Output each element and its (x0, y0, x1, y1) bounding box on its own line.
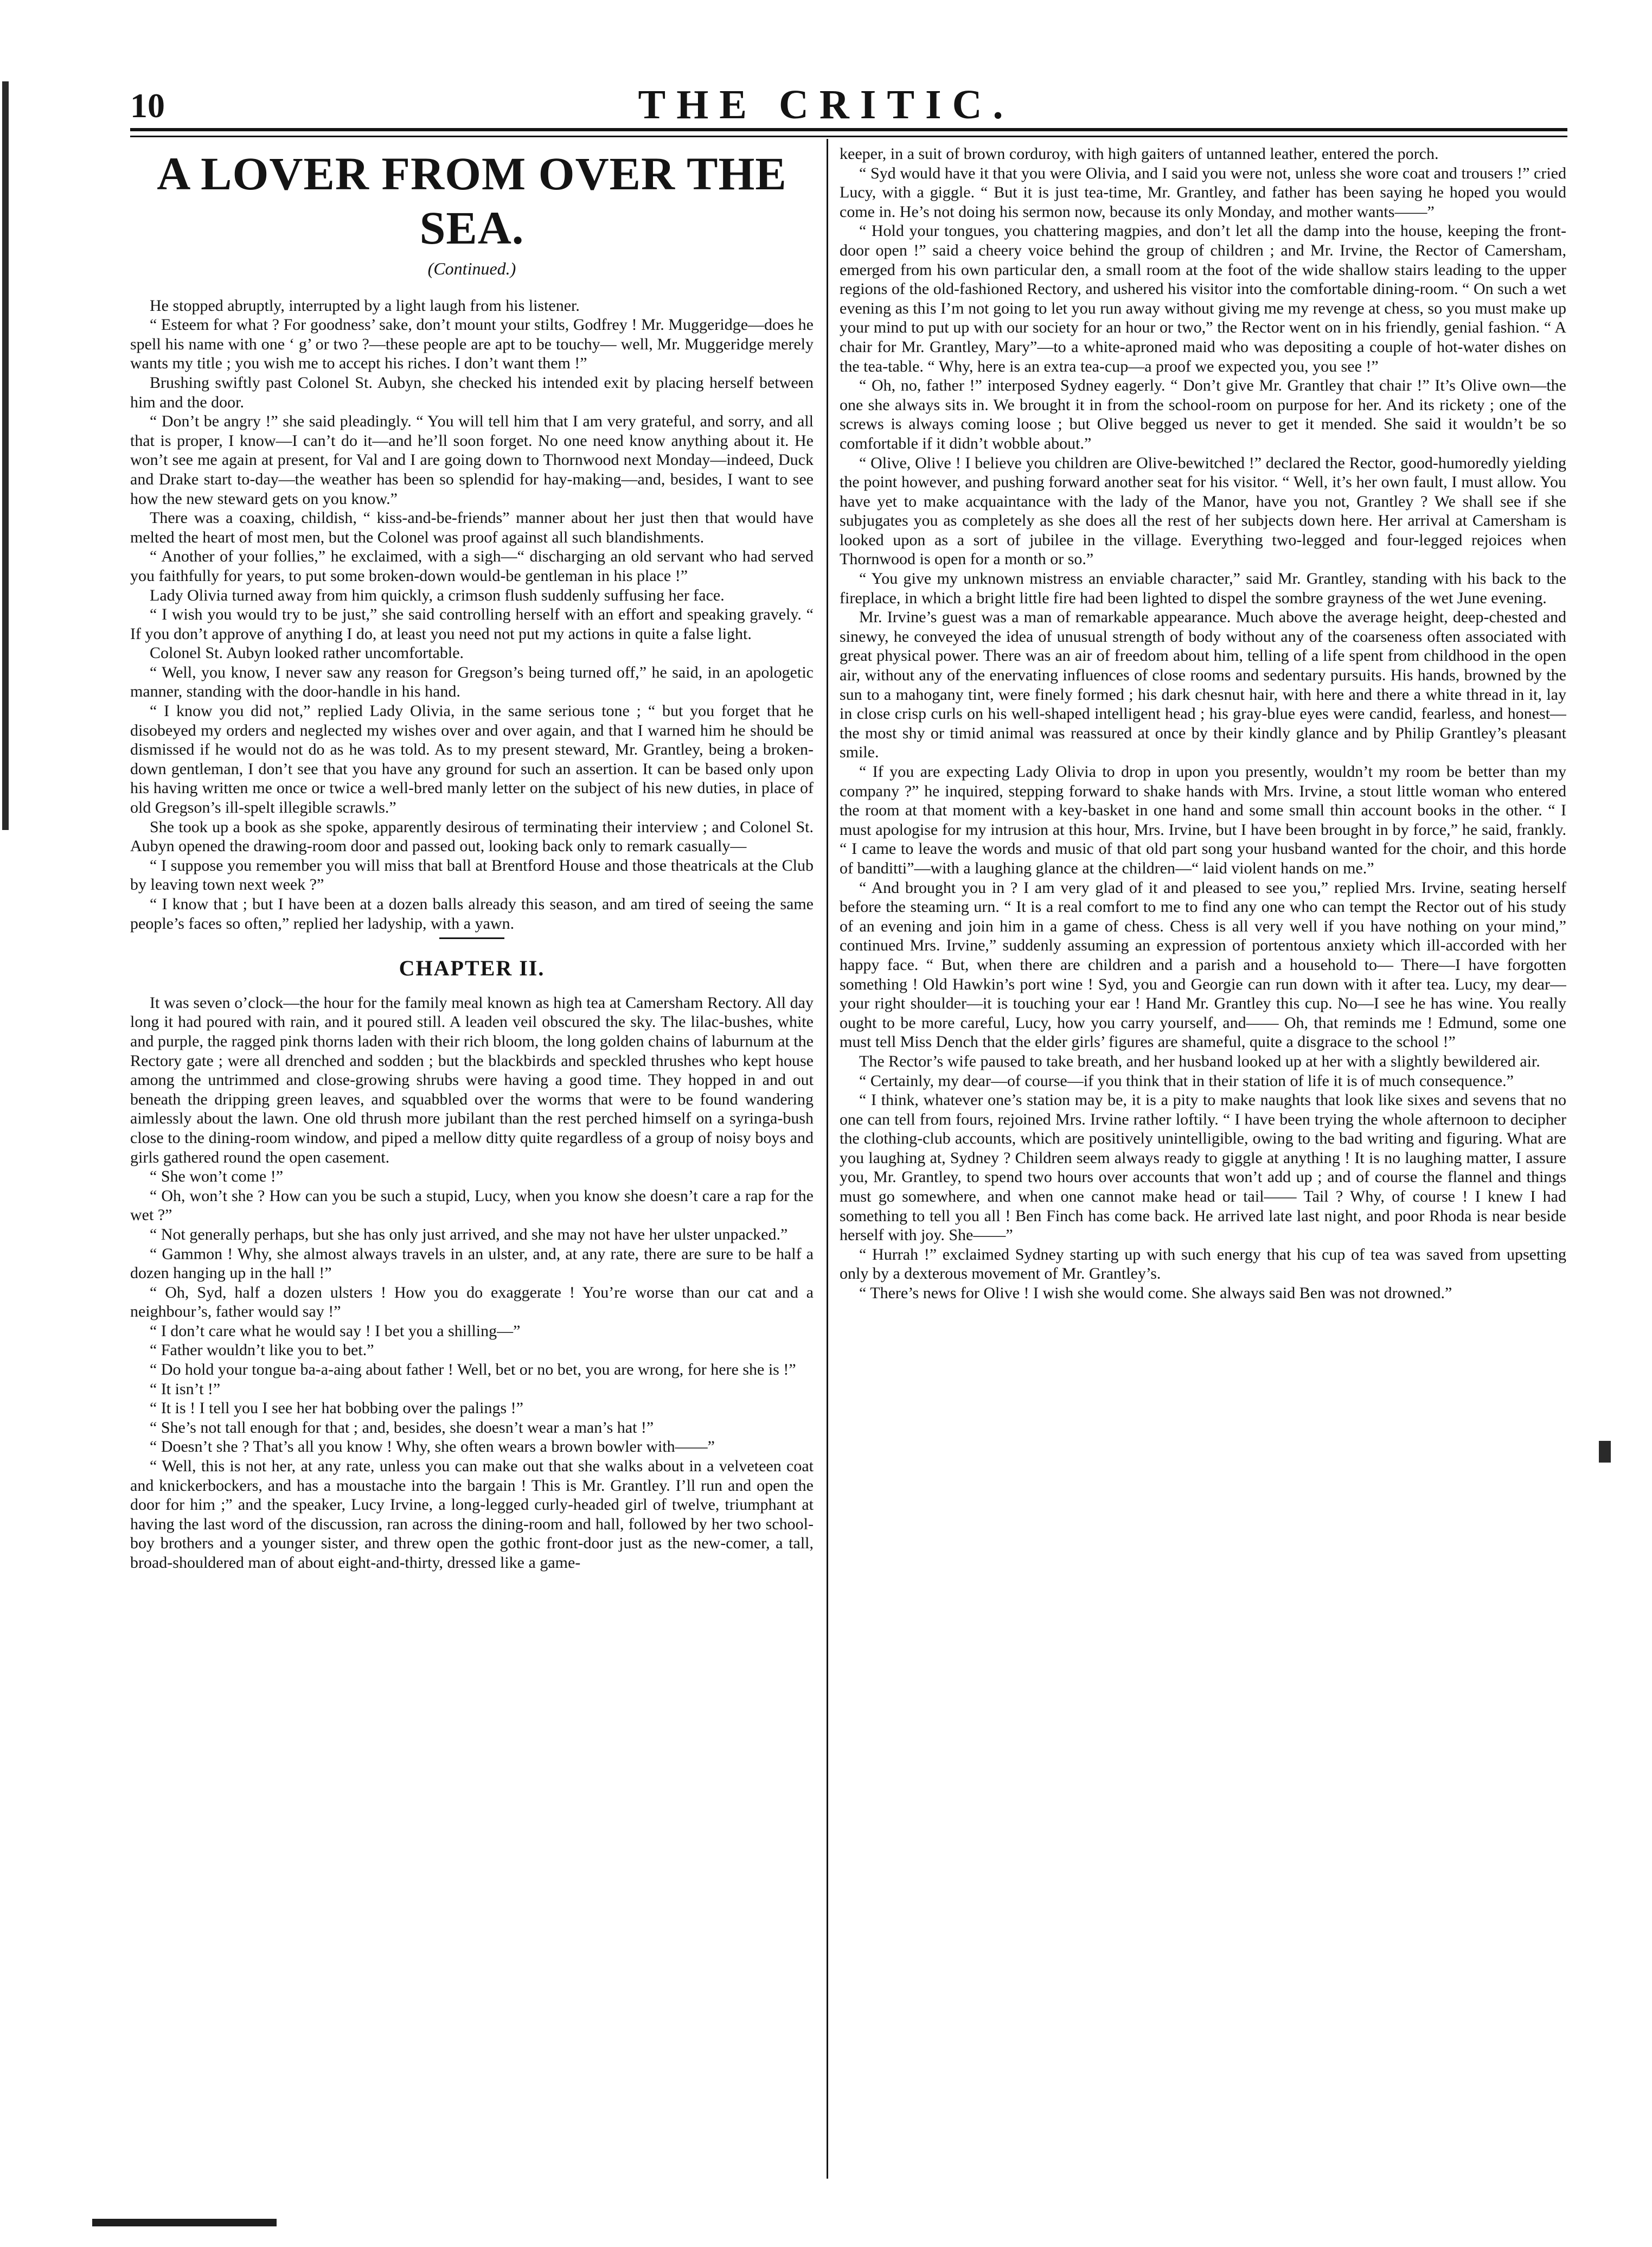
paragraph: “ She’s not tall enough for that ; and, besides, she doesn’t wear a man’s hat !” (150, 1418, 654, 1437)
paragraph: “ I think, whatever one’s station may be, it is a pity to make naughts that look like sixes and sevens that no one can tell from fours, rejoined Mrs. Irvine rather loftily. “ I have been trying the whole afternoon to decipher the clothing-club accounts, which are positively unintelligible, owing to the bad writing and figuring. What are you laughing at, Sydney ? Children seem always ready to giggle at anything ! It is no laughing matter, I assure you, Mr. Grantley, to spend two hours over accounts that won’t add up ; and of course the flannel and things must go somewhere, and when one cannot make head or tail—— Tail ? Why, of course ! I knew I had something to tell you all ! Ben Finch has come back. He arrived late last night, and poor Rhoda is near beside herself with joy. She——” (840, 1091, 1566, 1244)
paragraph: “ Do hold your tongue ba-a-aing about father ! Well, bet or no bet, you are wrong, for here she is !” (150, 1361, 796, 1379)
paragraph: “ Gammon ! Why, she almost always travels in an ulster, and, at any rate, there are sure to be half a dozen hanging up in the hall !” (130, 1244, 814, 1282)
left-margin-mark (2, 81, 9, 830)
paragraph: “ I know that ; but I have been at a dozen balls already this season, and am tired of seeing the same people’s faces so often,” replied her ladyship, with a yawn. (130, 895, 814, 933)
left-column (130, 144, 814, 2184)
story-title: A LOVER FROM OVER THE SEA. (157, 148, 787, 254)
paragraph: “ I know you did not,” replied Lady Olivia, in the same serious tone ; “ but you forget that he disobeyed my orders and neglected my wishes over and over again, and that I warned him he should be dismissed if he would not do as he was told. As to my present steward, Mr. Grantley, being a broken-down gentleman, I don’t see that you have any ground for such an assertion. It can be based only upon his having written me once or twice a well-bred manly letter on the subject of his new duties, in place of old Gregson’s ill-spelt illegible scrawls.” (130, 702, 814, 817)
column-divider (827, 139, 828, 2179)
chapter-heading: CHAPTER II. (399, 956, 545, 981)
right-paragraphs (840, 144, 1566, 1303)
paragraph: “ Hurrah !” exclaimed Sydney starting up with such energy that his cup of tea was saved from upsetting only by a dexterous movement of Mr. Grantley’s. (840, 1245, 1566, 1283)
paragraph: Brushing swiftly past Colonel St. Aubyn, she checked his intended exit by placing herself between him and the door. (130, 373, 814, 411)
paragraph: “ Olive, Olive ! I believe you children are Olive-bewitched !” declared the Rector, good-humoredly yielding the point however, and pushing forward another seat for his visitor. “ Well, it’s her own fault, I must allow. You have yet to make acquaintance with the lady of the Manor, have you not, Grantley ? We shall see if she subjugates you as completely as she does all the rest of her subjects down here. Her arrival at Camersham is looked upon as a sort of jubilee in the village. Everything two-legged and four-legged rejoices when Thornwood is open for a month or so.” (840, 454, 1566, 569)
paragraph: “ Not generally perhaps, but she has only just arrived, and she may not have her ulster unpacked.” (150, 1225, 788, 1243)
paragraph: “ Doesn’t she ? That’s all you know ! Why, she often wears a brown bowler with——” (150, 1438, 715, 1456)
paragraph: “ I don’t care what he would say ! I bet you a shilling—” (150, 1322, 521, 1340)
margin-speck (1599, 1441, 1611, 1463)
header-rule-thin (130, 136, 1567, 137)
paragraph: Lady Olivia turned away from him quickly, a crimson flush suddenly suffusing her face. (150, 586, 725, 604)
paragraph: The Rector’s wife paused to take breath, and her husband looked up at her with a slightly bewildered air. (859, 1052, 1540, 1070)
paragraph: “ She won’t come !” (150, 1167, 284, 1186)
page-number: 10 (130, 86, 165, 125)
bottom-bar (92, 2219, 277, 2226)
paragraph: She took up a book as she spoke, apparently desirous of terminating their interview ; and Colonel St. Aubyn opened the drawing-room door and passed out, looking back only to remark casually— (130, 818, 814, 856)
paragraph: “ Oh, Syd, half a dozen ulsters ! How you do exaggerate ! You’re worse than our cat and a neighbour’s, father would say !” (130, 1283, 814, 1321)
right-column (840, 144, 1566, 2184)
chapter-paragraphs (130, 993, 814, 1573)
paragraph: keeper, in a suit of brown corduroy, with high gaiters of untanned leather, entered the porch. (840, 145, 1439, 163)
paragraph: “ Esteem for what ? For goodness’ sake, don’t mount your stilts, Godfrey ! Mr. Muggeridge—does he spell his name with one ‘ g’ or two ?—these people are apt to be touchy— well, Mr. Muggeridge merely wants my title ; you wish me to accept his riches. I don’t want them !” (130, 316, 814, 373)
paragraph: “ Hold your tongues, you chattering magpies, and don’t let all the damp into the house, keeping the front-door open !” said a cheery voice behind the group of children ; and Mr. Irvine, the Rector of Camersham, emerged from his own particular den, a small room at the foot of the wide shallow stairs leading to the upper regions of the old-fashioned Rectory, and ushered his visitor into the comfortable dining-room. “ On such a wet evening as this I’m not going to let you run away without giving me my revenge at chess, so you must make up your mind to put up with our society for an hour or two,” the Rector went on in his friendly, genial fashion. “ A chair for Mr. Grantley, Mary”—to a white-aproned maid who was depositing a couple of hot-water dishes on the tea-table. “ Why, here is an extra tea-cup—a proof we expected you, you see !” (840, 222, 1566, 375)
left-paragraphs (130, 296, 814, 934)
paragraph: “ If you are expecting Lady Olivia to drop in upon you presently, wouldn’t my room be better than my company ?” he inquired, stepping forward to shake hands with Mrs. Irvine, a stout little woman who entered the room at that moment with a key-basket in one hand and some small thin account books in the other. “ I must apologise for my intrusion at this hour, Mrs. Irvine, but I have been brought in by force,” he said, frankly. “ I came to leave the words and music of that old part song your husband wanted for the choir, and this horde of banditti”—with a laughing glance at the children—“ laid violent hands on me.” (840, 763, 1566, 877)
paragraph: “ Oh, no, father !” interposed Sydney eagerly. “ Don’t give Mr. Grantley that chair !” It’s Olive own—the one she always sits in. We brought it in from the school-room on purpose for her. And its rickety ; one of the screws is always coming loose ; but Olive begged us never to get it mended. She said it wouldn’t be so comfortable if it didn’t wobble about.” (840, 376, 1566, 452)
paragraph: “ It isn’t !” (150, 1380, 221, 1398)
paragraph: “ I suppose you remember you will miss that ball at Brentford House and those theatricals at the Club by leaving town next week ?” (130, 856, 814, 894)
paragraph: He stopped abruptly, interrupted by a light laugh from his listener. (150, 296, 580, 315)
paragraph: Colonel St. Aubyn looked rather uncomfortable. (150, 644, 464, 662)
header-rule-thick (130, 128, 1567, 131)
paragraph: “ There’s news for Olive ! I wish she would come. She always said Ben was not drowned.” (859, 1284, 1452, 1303)
paragraph: “ Father wouldn’t like you to bet.” (150, 1341, 374, 1359)
paragraph: “ I wish you would try to be just,” she said controlling herself with an effort and speaking gravely. “ If you don’t approve of anything I do, at least you need not put my actions in quite a false light. (130, 605, 814, 643)
paragraph: “ You give my unknown mistress an enviable character,” said Mr. Grantley, standing with his back to the fireplace, in which a bright little fire had been lighted to dispel the sombre grayness of the wet June evening. (840, 570, 1566, 607)
paragraph: “ Well, you know, I never saw any reason for Gregson’s being turned off,” he said, in an apologetic manner, standing with the door-handle in his hand. (130, 663, 814, 701)
paragraph: “ Certainly, my dear—of course—if you think that in their station of life it is of much consequence.” (859, 1071, 1514, 1090)
paragraph: There was a coaxing, childish, “ kiss-and-be-friends” manner about her just then that would have melted the heart of most men, but the Colonel was proof against all such blandishments. (130, 509, 814, 546)
paragraph: It was seven o’clock—the hour for the family meal known as high tea at Camersham Rectory. All day long it had poured with rain, and it poured still. A leaden veil obscured the sky. The lilac-bushes, white and purple, the ragged pink thorns laden with their rich bloom, the long golden chains of laburnum at the Rectory gate ; were all drenched and sodden ; but the blackbirds and speckled thrushes who kept house among the untrimmed and close-growing shrubs were having a good time. They hopped in and out beneath the dripping green leaves, and squabbled over the worms that were to be found wandering aimlessly about the lawn. One old thrush more jubilant than the rest perched himself on a syringa-bush close to the dining-room window, and piped a mellow ditty quite regardless of a group of noisy boys and girls gathered round the open casement. (130, 993, 814, 1166)
paragraph: “ Don’t be angry !” she said pleadingly. “ You will tell him that I am very grateful, and sorry, and all that is proper, I know—I can’t do it—and he’ll soon forget. No one need know anything about it. He won’t see me again at present, for Val and I are going down to Thornwood next Monday—indeed, Duck and Drake start to-day—the weather has been so splendid for hay-making—and, besides, I want to see how the new steward gets on you know.” (130, 412, 814, 508)
paragraph: Mr. Irvine’s guest was a man of remarkable appearance. Much above the average height, deep-chested and sinewy, he conveyed the idea of unusual strength of body without any of the coarseness often associated with great physical power. There was an air of freedom about him, telling of a life spent from childhood in the open air, without any of the enervating influences of close rooms and sedentary pursuits. His hands, browned by the sun to a mahogany tint, were finely formed ; his dark chesnut hair, with here and there a white thread in it, lay in close crisp curls on his well-shaped intelligent head ; his gray-blue eyes were candid, fearless, and honest—the most shy or timid animal was reassured at once by their kindly glance and by Philip Grantley’s pleasant smile. (840, 608, 1566, 762)
continued-note: (Continued.) (427, 259, 516, 278)
paragraph: “ Well, this is not her, at any rate, unless you can make out that she walks about in a velveteen coat and knickerbockers, and has a moustache into the bargain ! This is Mr. Grantley. I’ll run and open the door for him ;” and the speaker, Lucy Irvine, a long-legged curly-headed girl of twelve, triumphant at having the last word of the discussion, ran across the dining-room and hall, followed by her two school-boy brothers and a younger sister, and threw open the gothic front-door just as the new-comer, a tall, broad-shouldered man of about eight-and-thirty, dressed like a game- (130, 1457, 814, 1572)
masthead: THE CRITIC. (638, 82, 1014, 127)
paragraph: “ Oh, won’t she ? How can you be such a stupid, Lucy, when you know she doesn’t care a rap for the wet ?” (130, 1186, 814, 1224)
paragraph: “ Syd would have it that you were Olivia, and I said you were not, unless she wore coat and trousers !” cried Lucy, with a giggle. “ But it is just tea-time, Mr. Grantley, and father has been saying he hoped you would come in. He’s not doing his sermon now, because its only Monday, and mother wants——” (840, 164, 1566, 221)
paragraph: “ Another of your follies,” he exclaimed, with a sigh—“ discharging an old servant who had served you faithfully for years, to put some broken-down would-be gentleman in his place !” (130, 547, 814, 585)
paragraph: “ And brought you in ? I am very glad of it and pleased to see you,” replied Mrs. Irvine, seating herself before the steaming urn. “ It is a real comfort to me to find any one who can tempt the Rector out of his study of an evening and join him in a game of chess. Chess is all very well if you have nothing on your mind,” continued Mrs. Irvine,” suddenly assuming an expression of portentous anxiety which ill-accorded with her happy face. “ But, when there are children and a parish and a household to— There—I have forgotten something ! Old Hawkin’s port wine ! Syd, you and Georgie can run down with it after tea. Lucy, my dear—your right shoulder—it is touching your ear ! Hand Mr. Grantley this cup. No—I see he has wine. You really ought to be more careful, Lucy, how you carry yourself, and—— Oh, that reminds me ! Edmund, some one must tell Miss Dench that the elder girls’ figures are shameful, quite a disgrace to the school !” (840, 878, 1566, 1051)
section-rule (439, 937, 504, 939)
paragraph: “ It is ! I tell you I see her hat bobbing over the palings !” (150, 1399, 523, 1418)
